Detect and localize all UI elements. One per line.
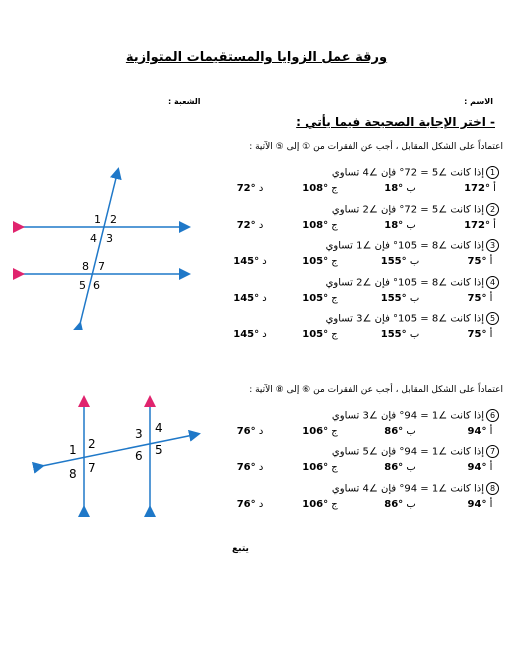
option-value: 155° — [380, 293, 407, 304]
answer-option[interactable] — [288, 426, 352, 437]
question-text — [332, 482, 501, 495]
answer-option[interactable] — [368, 293, 432, 304]
transversal-line — [80, 170, 118, 324]
option-letter: ب — [406, 220, 416, 231]
answer-option[interactable] — [368, 183, 432, 194]
option-letter: أ — [489, 256, 493, 267]
instruction-2: اعتماداً على الشكل المقابل ، أجب عن الفقرات من ⑥ إلى ⑧ الآتية : — [249, 385, 503, 395]
figure-parallel-lines-2 — [30, 390, 205, 520]
angle-label: 8 — [69, 467, 77, 481]
question-text — [326, 276, 501, 289]
question-number: 1 — [486, 166, 499, 179]
option-letter: ج — [331, 462, 338, 473]
answer-option[interactable] — [218, 256, 282, 267]
page-title: ورقة عمل الزوايا والمستقيمات المتوازية — [125, 50, 388, 65]
question-text — [332, 203, 501, 216]
option-letter: ب — [406, 462, 416, 473]
answer-option[interactable] — [218, 220, 282, 231]
option-value: 94° — [467, 426, 487, 437]
option-value: 86° — [384, 499, 404, 510]
option-letter: أ — [489, 499, 493, 510]
instruction-1: اعتماداً على الشكل المقابل ، أجب عن الفقرات من ① إلى ⑤ الآتية : — [249, 142, 503, 152]
question-number: 8 — [486, 482, 499, 495]
option-value: 72° — [236, 220, 256, 231]
question-prompt: إذا كانت ∠1 = 94° فإن ∠5 تساوي — [331, 446, 484, 458]
option-letter: ج — [331, 329, 338, 340]
option-value: 108° — [302, 220, 329, 231]
answer-option[interactable] — [288, 499, 352, 510]
angle-label: 4 — [155, 421, 163, 435]
answer-option[interactable] — [448, 293, 512, 304]
question-number: 7 — [486, 445, 499, 458]
question-number: 4 — [486, 276, 499, 289]
option-value: 105° — [302, 256, 329, 267]
question-text — [326, 312, 501, 325]
name-label: الاسم : — [464, 97, 493, 106]
option-value: 106° — [302, 462, 329, 473]
question-prompt: إذا كانت ∠5 = 72° فإن ∠4 تساوي — [331, 167, 484, 179]
answer-option[interactable] — [288, 183, 352, 194]
option-value: 75° — [467, 329, 487, 340]
option-value: 94° — [467, 462, 487, 473]
answer-option[interactable] — [368, 499, 432, 510]
option-letter: ج — [331, 183, 338, 194]
option-letter: ب — [406, 183, 416, 194]
question-number: 6 — [486, 409, 499, 422]
option-letter: ب — [406, 499, 416, 510]
option-value: 105° — [302, 329, 329, 340]
answer-option[interactable] — [368, 462, 432, 473]
option-value: 145° — [233, 329, 260, 340]
angle-label: 4 — [90, 232, 97, 245]
answer-option[interactable] — [448, 329, 512, 340]
answer-option[interactable] — [218, 183, 282, 194]
option-letter: د — [258, 499, 264, 510]
option-letter: ج — [331, 256, 338, 267]
option-letter: ب — [406, 426, 416, 437]
answer-option[interactable] — [448, 426, 512, 437]
answer-option[interactable] — [288, 256, 352, 267]
option-letter: أ — [489, 293, 493, 304]
question-number: 5 — [486, 312, 499, 325]
option-value: 106° — [302, 426, 329, 437]
option-value: 75° — [467, 256, 487, 267]
answer-option[interactable] — [218, 426, 282, 437]
option-letter: د — [262, 256, 267, 267]
option-value: 76° — [236, 462, 256, 473]
option-value: 106° — [302, 499, 329, 510]
angle-label: 5 — [155, 443, 163, 457]
option-value: 172° — [464, 220, 490, 231]
section-heading: - اختر الإجابة الصحيحة فيما يأتي : — [296, 115, 495, 129]
answer-option[interactable] — [288, 220, 352, 231]
angle-label: 1 — [69, 443, 77, 457]
answer-option[interactable] — [218, 499, 282, 510]
angle-label: 7 — [98, 260, 105, 273]
option-letter: ج — [331, 293, 338, 304]
option-value: 76° — [236, 499, 256, 510]
section-label: الشعبة : — [168, 97, 201, 106]
answer-option[interactable] — [448, 256, 512, 267]
angle-label: 8 — [82, 260, 89, 273]
answer-option[interactable] — [218, 329, 282, 340]
answer-option[interactable] — [288, 329, 352, 340]
answer-option[interactable] — [288, 293, 352, 304]
option-value: 145° — [233, 256, 260, 267]
answer-option[interactable] — [368, 256, 432, 267]
question-number: 2 — [486, 203, 499, 216]
transversal-line — [42, 434, 198, 466]
option-letter: ج — [331, 499, 338, 510]
option-value: 18° — [384, 183, 404, 194]
option-letter: د — [262, 329, 267, 340]
answer-option[interactable] — [368, 220, 432, 231]
question-prompt: إذا كانت ∠8 = 105° فإن ∠1 تساوي — [325, 240, 484, 252]
option-letter: د — [258, 462, 264, 473]
question-number: 3 — [486, 239, 499, 252]
angle-label: 3 — [106, 232, 113, 245]
option-value: 105° — [302, 293, 329, 304]
option-value: 155° — [380, 329, 407, 340]
angle-label: 3 — [135, 427, 143, 441]
question-prompt: إذا كانت ∠8 = 105° فإن ∠2 تساوي — [325, 277, 484, 289]
answer-option[interactable] — [368, 329, 432, 340]
question-text — [332, 409, 501, 422]
question-text — [332, 445, 501, 458]
option-letter: د — [258, 220, 264, 231]
angle-label: 7 — [88, 461, 96, 475]
option-letter: د — [258, 426, 264, 437]
option-letter: أ — [493, 220, 496, 231]
option-letter: أ — [489, 426, 493, 437]
option-letter: ب — [409, 293, 420, 304]
answer-option[interactable] — [218, 293, 282, 304]
question-text — [332, 166, 501, 179]
question-prompt: إذا كانت ∠8 = 105° فإن ∠3 تساوي — [325, 313, 484, 325]
option-letter: د — [262, 293, 267, 304]
answer-option[interactable] — [288, 462, 352, 473]
figure-parallel-lines-1 — [10, 160, 205, 330]
angle-label: 2 — [110, 213, 117, 226]
option-letter: ج — [331, 220, 338, 231]
option-value: 86° — [384, 426, 404, 437]
question-prompt: إذا كانت ∠5 = 72° فإن ∠2 تساوي — [331, 204, 484, 216]
option-value: 86° — [384, 462, 404, 473]
option-letter: أ — [489, 329, 493, 340]
option-value: 94° — [467, 499, 487, 510]
question-text — [326, 239, 501, 252]
angle-label: 1 — [94, 213, 101, 226]
option-value: 18° — [384, 220, 404, 231]
question-prompt: إذا كانت ∠1 = 94° فإن ∠4 تساوي — [331, 483, 484, 495]
answer-option[interactable] — [448, 183, 512, 194]
option-value: 155° — [380, 256, 407, 267]
angle-label: 6 — [135, 449, 143, 463]
continue-note: يتبع — [232, 544, 249, 554]
option-value: 72° — [236, 183, 256, 194]
answer-option[interactable] — [368, 426, 432, 437]
option-letter: أ — [489, 462, 493, 473]
option-value: 76° — [236, 426, 256, 437]
angle-label: 6 — [93, 279, 100, 292]
angle-label: 2 — [88, 437, 96, 451]
option-letter: أ — [493, 183, 496, 194]
question-prompt: إذا كانت ∠1 = 94° فإن ∠3 تساوي — [331, 410, 484, 422]
answer-option[interactable] — [448, 220, 512, 231]
answer-option[interactable] — [218, 462, 282, 473]
answer-option[interactable] — [448, 462, 512, 473]
option-letter: ب — [409, 256, 420, 267]
option-letter: ج — [331, 426, 338, 437]
option-letter: ب — [409, 329, 420, 340]
answer-option[interactable] — [448, 499, 512, 510]
option-value: 108° — [302, 183, 329, 194]
option-letter: د — [258, 183, 264, 194]
angle-label: 5 — [79, 279, 86, 292]
option-value: 75° — [467, 293, 487, 304]
option-value: 145° — [233, 293, 260, 304]
option-value: 172° — [464, 183, 490, 194]
